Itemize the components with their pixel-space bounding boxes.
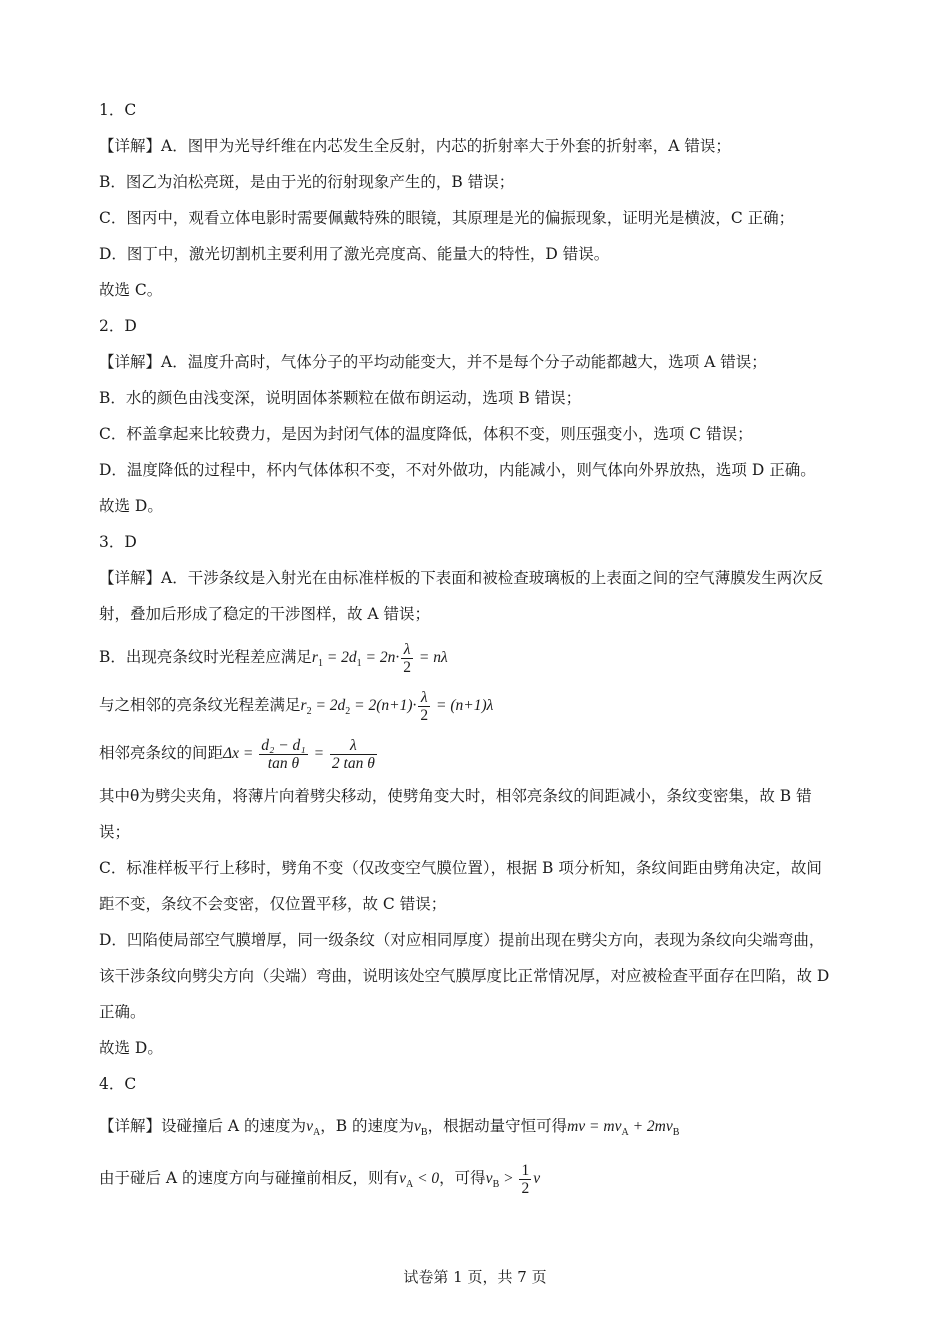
text-segment: 与之相邻的亮条纹光程差满足: [99, 696, 301, 715]
fraction-denominator: 2: [403, 659, 412, 676]
math-symbol: v: [306, 1118, 313, 1135]
math-subscript: B: [420, 1127, 428, 1139]
text-segment: 【详解】设碰撞后 A 的速度为: [99, 1117, 307, 1135]
fraction-numerator: λ: [330, 737, 377, 755]
equation-fringe-spacing: [223, 737, 379, 772]
answer-3-detail-b-line5: 误；: [99, 823, 131, 841]
answer-1-detail-a: 【详解】A．图甲为光导纤维在内芯发生全反射，内芯的折射率大于外套的折射率，A 错误；: [99, 137, 731, 155]
inequality-vb: [485, 1162, 541, 1197]
math-symbol: = 2d: [311, 697, 346, 715]
answer-3-detail-b-line3: [99, 737, 379, 772]
answer-2-detail-b: B．水的颜色由浅变深，说明固体茶颗粒在做布朗运动，选项 B 错误；: [99, 389, 582, 407]
fraction-numerator: 1: [521, 1162, 530, 1179]
answer-2-detail-a: 【详解】A．温度升高时，气体分子的平均动能变大，并不是每个分子动能都越大，选项 A 错误；: [99, 353, 767, 371]
math-subscript: 1: [317, 658, 323, 670]
math-symbol: =: [309, 745, 328, 763]
math-subscript: B: [492, 1179, 500, 1191]
text-segment: 相邻亮条纹的间距: [99, 744, 224, 763]
answer-1-detail-b: B．图乙为泊松亮斑，是由于光的衍射现象产生的，B 错误；: [99, 173, 515, 191]
equation-path-difference-2: [300, 689, 494, 724]
fraction: [519, 1162, 531, 1197]
answer-3-detail-b-line1: [99, 641, 448, 676]
math-subscript: 2: [345, 706, 351, 718]
math-symbol: r: [311, 649, 318, 667]
fraction: [259, 737, 308, 772]
math-subscript: B: [672, 1127, 680, 1139]
math-symbol: = 2n·: [361, 649, 400, 667]
text-segment: ，B 的速度为: [320, 1117, 415, 1135]
fraction-numerator: λ: [418, 689, 430, 707]
fraction-numerator: d₂ − d₁: [261, 737, 306, 754]
answer-3-detail-a-line2: 射，叠加后形成了稳定的干涉图样，故 A 错误；: [99, 605, 431, 623]
math-symbol: v: [414, 1118, 421, 1135]
math-symbol: = 2(n+1)·: [350, 697, 417, 715]
answer-3-heading: 3．D: [99, 533, 137, 551]
math-symbol: v: [533, 1170, 541, 1188]
fraction-denominator: 2 tan θ: [331, 755, 375, 772]
answer-1-heading: 1．C: [99, 101, 137, 119]
answer-4-detail-line1: [99, 1115, 679, 1144]
answer-1-detail-d: D．图丁中，激光切割机主要利用了激光亮度高、能量大的特性，D 错误。: [99, 245, 610, 263]
text-segment: ，可得: [439, 1169, 486, 1188]
answer-1-detail-c: C．图丙中，观看立体电影时需要佩戴特殊的眼镜，其原理是光的偏振现象，证明光是横波，C 正确；: [99, 209, 795, 227]
math-symbol: = 2d: [322, 649, 357, 667]
answer-3-detail-a-line1: 【详解】A．干涉条纹是入射光在由标准样板的下表面和被检查玻璃板的上表面之间的空气薄膜发生两次反: [99, 569, 824, 587]
math-subscript: A: [312, 1127, 321, 1139]
answer-3-detail-c-line1: C．标准样板平行上移时，劈角不变（仅改变空气膜位置），根据 B 项分析知，条纹间距由劈角决定，故间: [99, 859, 822, 877]
math-subscript: 2: [306, 706, 312, 718]
fraction: [418, 689, 430, 724]
math-symbol: = nλ: [415, 649, 448, 667]
answer-3-detail-b-line4: 其中θ为劈尖夹角，将薄片向着劈尖移动，使劈角变大时，相邻亮条纹的间距减小，条纹变密集，故 B 错: [99, 787, 812, 805]
fraction-denominator: tan θ: [267, 755, 300, 772]
math-symbol: >: [499, 1170, 518, 1188]
answer-3-detail-d-line1: D．凹陷使局部空气膜增厚，同一级条纹（对应相同厚度）提前出现在劈尖方向，表现为条纹向尖端弯曲，: [99, 931, 825, 949]
math-subscript: A: [621, 1127, 629, 1139]
math-symbol: v: [485, 1170, 493, 1188]
fraction-denominator: 2: [521, 1180, 530, 1197]
answer-2-heading: 2．D: [99, 317, 137, 335]
answer-3-detail-d-line2: 该干涉条纹向劈尖方向（尖端）弯曲，说明该处空气膜厚度比正常情况厚，对应被检查平面存在凹陷，故 D: [99, 967, 830, 985]
math-symbol: Δx =: [223, 745, 258, 763]
inequality-va: [399, 1170, 440, 1191]
answer-2-detail-c: C．杯盖拿起来比较费力，是因为封闭气体的温度降低，体积不变，则压强变小，选项 C 错误；: [99, 425, 753, 443]
answer-3-detail-d-line3: 正确。: [99, 1003, 146, 1021]
text-segment: ，根据动量守恒可得: [427, 1117, 568, 1135]
answer-2-conclusion: 故选 D。: [99, 497, 163, 515]
answer-1-conclusion: 故选 C。: [99, 281, 163, 299]
symbol-va: [306, 1118, 321, 1139]
math-symbol: + 2mv: [628, 1118, 673, 1135]
page-footer: 试卷第 1 页，共 7 页: [403, 1268, 547, 1286]
math-symbol: < 0: [413, 1170, 440, 1188]
math-subscript: A: [405, 1179, 414, 1191]
math-symbol: mv = mv: [567, 1118, 622, 1135]
answer-3-detail-c-line2: 距不变，条纹不会变密，仅位置平移，故 C 错误；: [99, 895, 447, 913]
text-segment: B．出现亮条纹时光程差应满足: [99, 648, 312, 667]
symbol-vb: [414, 1118, 428, 1139]
answer-4-detail-line2: [99, 1162, 540, 1197]
math-symbol: v: [399, 1170, 406, 1188]
answer-2-detail-d: D．温度降低的过程中，杯内气体体积不变，不对外做功，内能减小，则气体向外界放热，选项 D 正确。: [99, 461, 816, 479]
equation-path-difference-1: [311, 641, 448, 676]
answer-4-heading: 4．C: [99, 1075, 137, 1093]
fraction: [330, 737, 377, 772]
text-segment: 由于碰后 A 的速度方向与碰撞前相反，则有: [99, 1169, 400, 1188]
math-symbol: r: [300, 697, 307, 715]
math-subscript: 1: [356, 658, 362, 670]
fraction-numerator: λ: [401, 641, 413, 659]
fraction: [401, 641, 413, 676]
answer-3-conclusion: 故选 D。: [99, 1039, 163, 1057]
equation-momentum: [567, 1118, 680, 1139]
answer-3-detail-b-line2: [99, 689, 493, 724]
math-symbol: = (n+1)λ: [432, 697, 494, 715]
fraction-denominator: 2: [420, 707, 429, 724]
